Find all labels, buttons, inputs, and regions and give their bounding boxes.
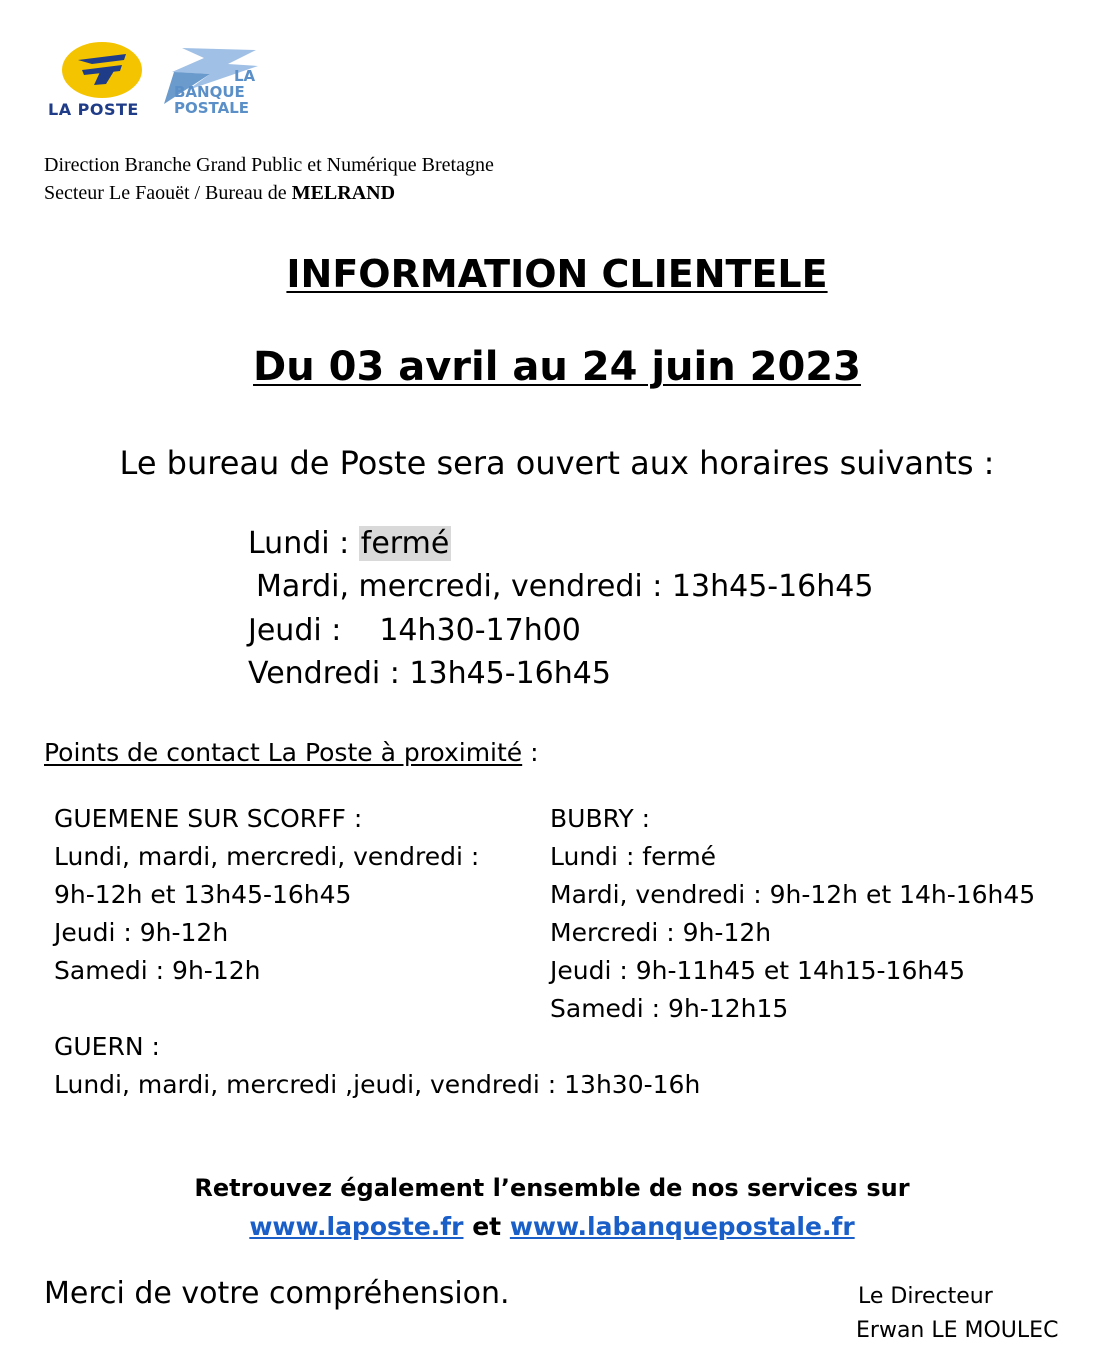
- period-title: Du 03 avril au 24 juin 2023: [253, 344, 861, 390]
- page-title: INFORMATION CLIENTELE: [286, 252, 828, 296]
- contact-name: GUEMENE SUR SCORFF :: [54, 804, 363, 833]
- hours-thursday-value: 14h30-17h00: [379, 613, 581, 648]
- intro-text: Le bureau de Poste sera ouvert aux horaires suivants :: [119, 444, 995, 482]
- link-laposte[interactable]: www.laposte.fr: [249, 1212, 464, 1241]
- thanks-text: Merci de votre compréhension.: [44, 1276, 510, 1311]
- links-separator: et: [463, 1212, 510, 1241]
- header-secteur-prefix: Secteur Le Faouët / Bureau de: [44, 182, 292, 204]
- hours-thursday-label: Jeudi :: [248, 613, 342, 648]
- hours-tue-wed-fri: Mardi, mercredi, vendredi : 13h45-16h45: [256, 569, 874, 604]
- signature-title: Le Directeur: [858, 1284, 993, 1309]
- contact-name: BUBRY :: [550, 804, 651, 833]
- hours-monday-label: Lundi :: [248, 526, 359, 561]
- contact-hours-line: Mercredi : 9h-12h: [550, 918, 772, 947]
- contact-hours-line: Samedi : 9h-12h: [54, 956, 261, 985]
- contact-hours-line: Lundi, mardi, mercredi, vendredi :: [54, 842, 480, 871]
- logo-text-line: POSTALE: [174, 99, 250, 117]
- contact-hours-line: Lundi : fermé: [550, 842, 717, 871]
- contact-hours-line: Mardi, vendredi : 9h-12h et 14h-16h45: [550, 880, 1036, 909]
- hours-thursday: [248, 613, 581, 648]
- header-direction: Direction Branche Grand Public et Numérique Bretagne: [44, 154, 494, 176]
- contact-hours-line: Jeudi : 9h-12h: [54, 918, 229, 947]
- contact-hours-line: Jeudi : 9h-11h45 et 14h15-16h45: [550, 956, 966, 985]
- services-links: [0, 1212, 1104, 1241]
- contact-guern: [54, 1028, 700, 1104]
- signature-name: Erwan LE MOULEC: [856, 1318, 1059, 1343]
- la-banque-postale-logo-text-2: [174, 84, 249, 116]
- la-banque-postale-logo-text: [234, 68, 255, 84]
- contacts-heading: [44, 738, 539, 767]
- contact-hours-line: Samedi : 9h-12h15: [550, 994, 789, 1023]
- header-secteur: [44, 182, 395, 205]
- contact-hours-line: Lundi, mardi, mercredi ,jeudi, vendredi : 13h30-16h: [54, 1070, 701, 1099]
- la-poste-logo-text: LA POSTE: [48, 100, 139, 119]
- logo-text-line: BANQUE: [174, 83, 245, 101]
- hours-monday-value: fermé: [360, 526, 450, 561]
- contact-hours-line: 9h-12h et 13h45-16h45: [54, 880, 352, 909]
- contacts-heading-colon: :: [522, 738, 539, 767]
- la-banque-postale-logo: [160, 44, 274, 128]
- la-poste-logo: [44, 40, 154, 128]
- hours-friday: Vendredi : 13h45-16h45: [248, 656, 611, 691]
- header-bureau-name: MELRAND: [291, 182, 396, 204]
- contact-name: GUERN :: [54, 1032, 160, 1061]
- hours-monday: [248, 526, 451, 561]
- link-labanquepostale[interactable]: www.labanquepostale.fr: [509, 1212, 855, 1241]
- contact-guemene: [54, 800, 479, 990]
- services-text: Retrouvez également l’ensemble de nos services sur: [194, 1174, 910, 1202]
- contact-bubry: [550, 800, 1035, 1028]
- logo-text-line: LA: [234, 67, 256, 85]
- contacts-heading-label: Points de contact La Poste à proximité: [44, 738, 523, 767]
